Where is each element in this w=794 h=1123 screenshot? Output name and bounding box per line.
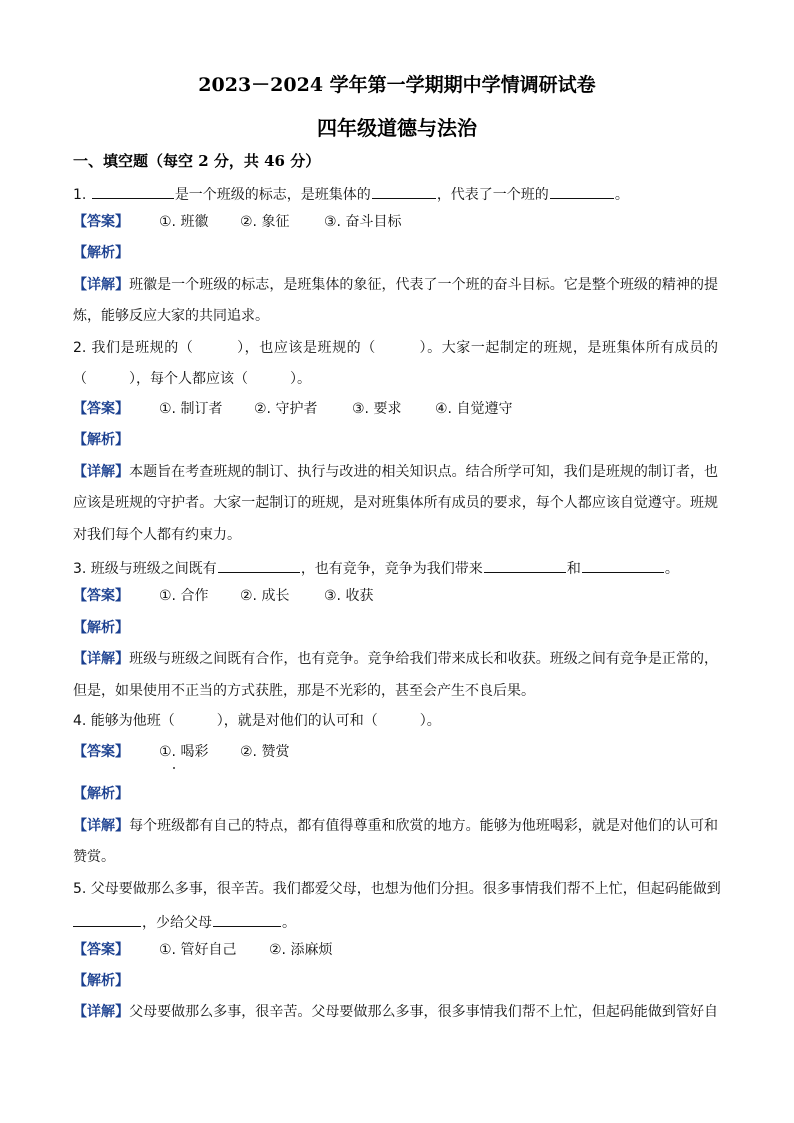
detail-line: 【详解】班徽是一个班级的标志，是班集体的象征，代表了一个班的奋斗目标。它是整个班级的精神的提 <box>73 277 719 293</box>
answer-label: 【答案】 <box>73 942 129 958</box>
answer-label: 【答案】 <box>73 744 129 760</box>
detail-line: 但是，如果使用不正当的方式获胜，那是不光彩的，甚至会产生不良后果。 <box>73 683 535 699</box>
question-1: 1. 是一个班级的标志，是班集体的 ，代表了一个班的 。 <box>73 183 629 204</box>
analysis-label: 【解析】 <box>73 973 129 989</box>
answer-item: ②. 守护者 <box>254 401 318 417</box>
answer-label: 【答案】 <box>73 214 129 230</box>
answer-item: ③. 要求 <box>352 401 402 417</box>
stray-dot <box>173 767 175 769</box>
answer-item: ②. 添麻烦 <box>269 942 333 958</box>
detail-line: 赞赏。 <box>73 849 115 865</box>
answer-item: ①. 管好自己 <box>159 942 237 958</box>
analysis-label: 【解析】 <box>73 432 129 448</box>
answer-item: ①. 喝彩 <box>159 744 209 760</box>
detail-line: 【详解】本题旨在考查班规的制订、执行与改进的相关知识点。结合所学可知，我们是班规的制订者，也 <box>73 464 719 480</box>
answer-label: 【答案】 <box>73 588 129 604</box>
question-5-cont: ，少给父母 。 <box>73 911 296 932</box>
analysis-label: 【解析】 <box>73 620 129 636</box>
question-5: 5. 父母要做那么多事，很辛苦。我们都爱父母，也想为他们分担。很多事情我们帮不上忙，但起码能做到 <box>73 881 721 897</box>
answer-blank <box>218 557 300 573</box>
answer-blank <box>73 911 141 927</box>
exam-subject: 四年级道德与法治 <box>317 116 477 140</box>
question-3: 3. 班级与班级之间既有 ，也有竞争，竞争为我们带来 和 。 <box>73 557 679 578</box>
answer-blank <box>213 911 281 927</box>
detail-line: 【详解】班级与班级之间既有合作，也有竞争。竞争给我们带来成长和收获。班级之间有竞争是正常的， <box>73 651 719 667</box>
analysis-label: 【解析】 <box>73 786 129 802</box>
detail-line: 【详解】每个班级都有自己的特点，都有值得尊重和欣赏的地方。能够为他班喝彩，就是对他们的认可和 <box>73 818 719 834</box>
detail-line: 应该是班规的守护者。大家一起制订的班规，是对班集体所有成员的要求，每个人都应该自觉遵守。班规 <box>73 495 718 511</box>
detail-line: 炼，能够反应大家的共同追求。 <box>73 308 269 324</box>
question-4: 4. 能够为他班（ ），就是对他们的认可和（ ）。 <box>73 713 441 729</box>
answer-blank <box>550 183 614 199</box>
answer-item: ①. 合作 <box>159 588 209 604</box>
detail-line: 对我们每个人都有约束力。 <box>73 527 241 543</box>
analysis-label: 【解析】 <box>73 245 129 261</box>
answer-item: ③. 收获 <box>324 588 374 604</box>
answer-blank <box>372 183 436 199</box>
answer-item: ①. 制订者 <box>159 401 223 417</box>
answer-item: ②. 成长 <box>240 588 290 604</box>
answer-item: ①. 班徽 <box>159 214 209 230</box>
answer-label: 【答案】 <box>73 401 129 417</box>
answer-item: ③. 奋斗目标 <box>324 214 402 230</box>
question-2-cont: （ ），每个人都应该（ ）。 <box>73 371 311 387</box>
detail-line: 【详解】父母要做那么多事，很辛苦。父母要做那么多事，很多事情我们帮不上忙，但起码能做到管好自 <box>73 1004 719 1020</box>
answer-item: ②. 赞赏 <box>240 744 290 760</box>
answer-item: ④. 自觉遵守 <box>435 401 513 417</box>
answer-blank <box>484 557 566 573</box>
answer-item: ②. 象征 <box>240 214 290 230</box>
answer-blank <box>92 183 174 199</box>
question-2: 2. 我们是班规的（ ），也应该是班规的（ ）。大家一起制定的班规，是班集体所有成员的 <box>73 340 718 356</box>
exam-title: 2023－2024 学年第一学期期中学情调研试卷 <box>198 74 596 96</box>
answer-blank <box>582 557 664 573</box>
section-heading: 一、填空题（每空 2 分，共 46 分） <box>73 152 321 170</box>
